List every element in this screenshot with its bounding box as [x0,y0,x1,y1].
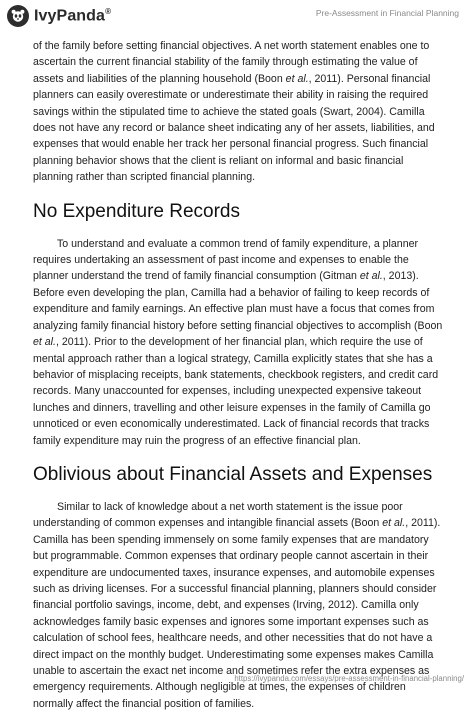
paragraph-net-worth: of the family before setting financial objectives. A net worth statement enables one to ascertain the current financial stability of the family through estimating the value of assets and liabilities of the planning household (Boon et al., 2011). Personal financial planners can easily overestimate or underestimate their ability in raising the required savings within the stipulated time to achieve the stated goals (Swart, 2004). Camilla does not have any record or balance sheet indicating any of her assets, liabilities, and expenses that would enable her track her personal financial progress. Such financial planning behavior shows that the client is reliant on informal and basic financial planning rather than scripted financial planning. [33,40,435,184]
paragraph-assets-expenses: Similar to lack of knowledge about a net worth statement is the issue poor understanding of common expenses and intangible financial assets (Boon et al., 2011). Camilla has been spending immensely on some family expenses that are mandatory but programmable. Common expenses that ordinary people cannot ascertain in their expenditure are undocumented taxes, insurance expenses, and automobile expenses such as driving licenses. For a successful financial planning, planners should consider financial portfolio savings, income, debt, and expenses (Irving, 2012). Camilla only acknowledges family basic expenses and ignores some important expenses such as calculation of school fees, healthcare needs, and other necessities that do not have a direct impact on the monthly budget. Underestimating some expenses makes Camilla unable to ascertain the exact net income and sometimes refer the extra expenses as emergency requirements. Although negligible at times, the expenses of children normally affect the financial position of families. [33,500,441,710]
ivypanda-logo[interactable] [7,5,111,27]
panda-icon [7,5,29,27]
page-header [0,0,474,32]
heading-oblivious-assets: Oblivious about Financial Assets and Expenses [33,463,433,485]
paragraph-expenditure-records: To understand and evaluate a common trend of family expenditure, a planner requires undertaking an assessment of past income and expenses to enable the planner understand the trend of family financial consumption (Gitman et al., 2013). Before even developing the plan, Camilla had a behavior of failing to keep records of expenditure and family earnings. An effective plan must have a focus that comes from analyzing family financial history before setting financial objectives to accomplish (Boon et al., 2011). Prior to the development of her financial plan, which require the use of mental approach rather than a logical strategy, Camilla explicitly states that she has a behavior of misplacing receipts, bank statements, checkbook registers, and credit card records. Many unaccounted for expenses, including unexpected expensive takeout lunches and dinners, travelling and other leisure expenses in the family of Camilla go unnoticed or even economically underestimated. Lack of financial records that tracks family expenditure may ruin the progress of an effective financial plan. [33,237,443,447]
heading-no-expenditure-records: No Expenditure Records [33,200,240,222]
source-url[interactable]: https://ivypanda.com/essays/pre-assessment-in-financial-planning/ [234,674,464,683]
registered-mark: ® [105,6,112,16]
document-title: Pre-Assessment in Financial Planning [315,8,459,18]
essay-body [33,38,445,712]
brand-name: IvyPanda® [34,6,112,25]
